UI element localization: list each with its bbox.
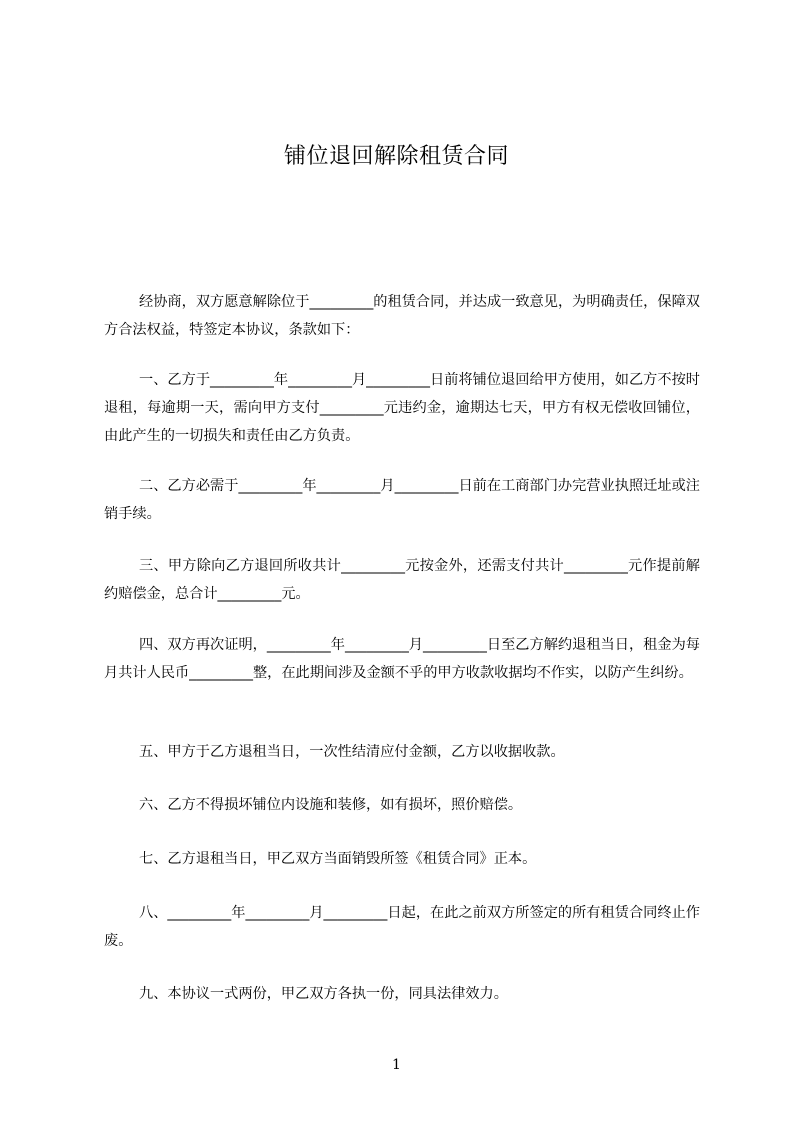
clause-8: 八、_________年_________月_________日起，在此之前双方所签定的所有租赁合同终止作废。 [104, 905, 700, 949]
clause-1: 一、乙方于_________年_________月_________日前将铺位退回给甲方使用，如乙方不按时退租，每逾期一天，需向甲方支付_________元违约金，逾期达七天，甲方有权无偿收回铺位，由此产生的一切损失和责任由乙方负责。 [104, 372, 700, 444]
document-title: 铺位退回解除租赁合同 [283, 144, 509, 169]
page-number: 1 [392, 1057, 401, 1073]
clause-4: 四、双方再次证明，_________年_________月_________日至乙方解约退租当日，租金为每月共计人民币_________整，在此期间涉及金额不乎的甲方收款收据均不作实，以防产生纠纷。 [104, 637, 700, 681]
clause-3: 三、甲方除向乙方退回所收共计_________元按金外，还需支付共计_________元作提前解约赔偿金，总合计_________元。 [104, 558, 700, 602]
clause-6: 六、乙方不得损坏铺位内设施和装修，如有损坏，照价赔偿。 [139, 797, 523, 813]
clause-5: 五、甲方于乙方退租当日，一次性结清应付金额，乙方以收据收款。 [139, 744, 565, 760]
clause-2: 二、乙方必需于_________年_________月_________日前在工商部门办完营业执照迁址或注销手续。 [104, 478, 700, 522]
clause-7: 七、乙方退租当日，甲乙双方当面销毁所签《租赁合同》正本。 [139, 851, 537, 867]
paragraph-intro: 经协商，双方愿意解除位于_________的租赁合同，并达成一致意见，为明确责任，保障双方合法权益，特签定本协议，条款如下： [104, 294, 700, 338]
clause-9: 九、本协议一式两份，甲乙双方各执一份，同具法律效力。 [139, 986, 508, 1002]
